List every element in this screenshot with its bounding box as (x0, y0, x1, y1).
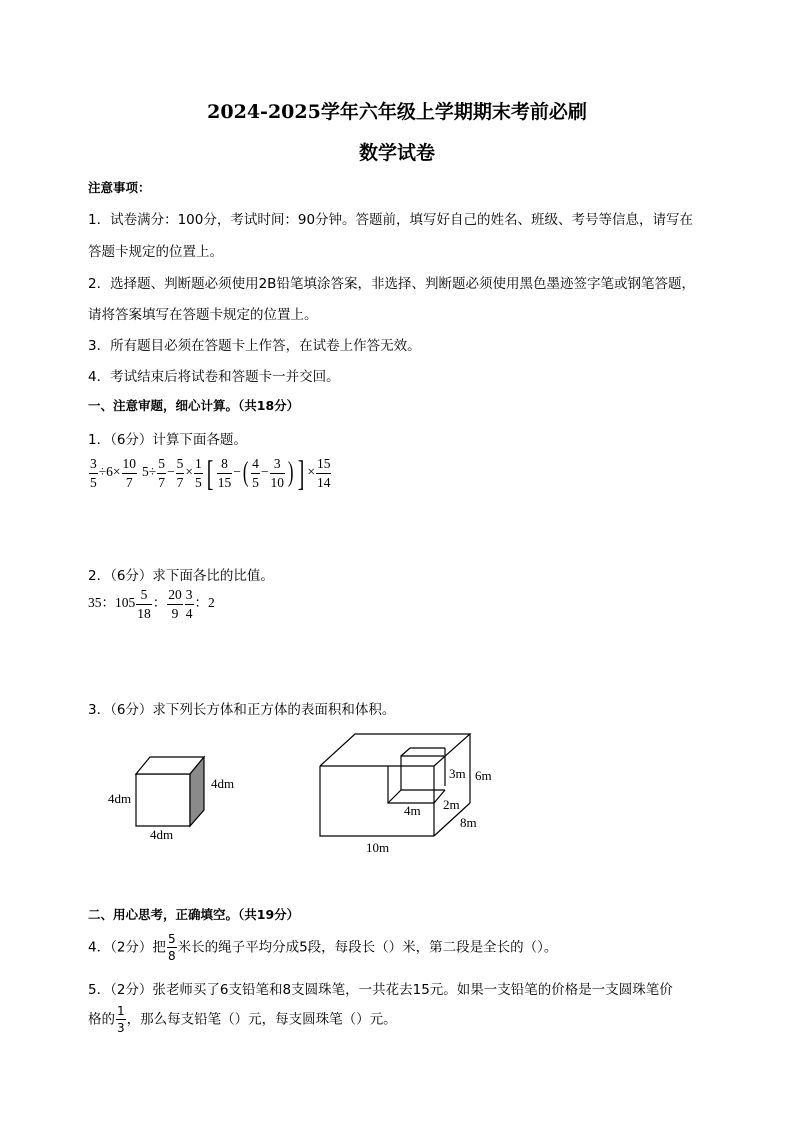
cube-edge-label-height: 4dm (108, 791, 132, 806)
fraction: $\frac{3}{4}$ (185, 587, 193, 621)
fraction: $\frac{8}{15}$ (217, 456, 232, 490)
question-1-expressions: $\frac{3}{5}$ ÷6× $\frac{10}{7}$ 5÷ $\frac{5}{7}$ − $\frac{5}{7}$ × $\frac{1}{5}$ [ $\frac{8}{15}$ −( $\frac{4}{5}$ − $\frac{3}{10}$ ) ] × $\frac{15}{14}$ (90, 453, 331, 493)
fraction: $\frac{20}{9}$ (168, 587, 182, 621)
cube-edge-label-depth: 4dm (211, 776, 235, 791)
box-label-notch-depth: 2m (443, 797, 460, 812)
fraction: $\frac{5}{18}$ (137, 587, 151, 621)
box-label-notch-height: 3m (449, 766, 466, 781)
fraction: $\frac{5}{8}$ (167, 932, 176, 963)
box-label-height: 6m (475, 768, 492, 783)
fraction: $\frac{15}{14}$ (316, 456, 331, 490)
note-item-2-line-1: 2．选择题、判断题必须使用2B铅笔填涂答案，非选择、判断题必须使用黑色墨迹签字笔或钢笔答题， (88, 276, 695, 292)
question-2-label: 2．（6分）求下面各比的比值。 (88, 568, 274, 584)
box-label-depth: 8m (460, 815, 477, 830)
notched-box-figure (320, 734, 470, 836)
question-4: 4．（2分）把 $\frac{5}{8}$ 米长的绳子平均分成5段，每段长（）米，第二段是全长的（）。 (88, 932, 558, 963)
box-label-notch-width: 4m (404, 803, 421, 818)
fraction: $\frac{5}{7}$ (176, 456, 184, 490)
fraction: $\frac{5}{7}$ (158, 456, 165, 490)
notes-heading: 注意事项： (88, 180, 151, 195)
question-5-line-2: 格的 $\frac{1}{3}$ ，那么每支铅笔（）元，每支圆珠笔（）元。 (88, 1004, 397, 1035)
fraction: $\frac{4}{5}$ (252, 456, 259, 490)
note-item-3: 3．所有题目必须在答题卡上作答，在试卷上作答无效。 (88, 338, 421, 354)
note-item-2-line-2: 请将答案填写在答题卡规定的位置上。 (88, 307, 318, 323)
note-item-1-line-2: 答题卡规定的位置上。 (88, 244, 223, 260)
fraction: $\frac{10}{7}$ (122, 456, 137, 490)
question-1-label: 1．（6分）计算下面各题。 (88, 432, 247, 448)
box-label-length: 10m (366, 840, 390, 855)
fraction: $\frac{1}{3}$ (117, 1004, 125, 1035)
question-3-figures (100, 728, 500, 858)
cube-figure (136, 757, 204, 826)
note-item-4: 4．考试结束后将试卷和答题卡一并交回。 (88, 369, 340, 385)
question-3-label: 3．（6分）求下列长方体和正方体的表面积和体积。 (88, 702, 396, 718)
fraction: $\frac{1}{5}$ (194, 456, 202, 490)
page-title: 2024-2025学年六年级上学期期末考前必刷 (207, 101, 587, 123)
question-2-expressions: 35：105 $\frac{5}{18}$ ： $\frac{20}{9}$ $\frac{3}{4}$ ：2 (88, 587, 215, 621)
question-5-line-1: 5．（2分）张老师买了6支铅笔和8支圆珠笔，一共花去15元。如果一支铅笔的价格是一支圆珠笔价 (88, 982, 673, 998)
section-1-heading: 一、注意审题，细心计算。（共18分） (88, 398, 300, 413)
fraction: $\frac{3}{10}$ (270, 456, 285, 490)
fraction: $\frac{3}{5}$ (90, 456, 97, 490)
note-item-1-line-1: 1．试卷满分：100分，考试时间：90分钟。答题前，填写好自己的姓名、班级、考号等信息，请写在 (88, 212, 694, 228)
page-subtitle: 数学试卷 (358, 142, 435, 164)
section-2-heading: 二、用心思考，正确填空。（共19分） (88, 907, 300, 922)
cube-edge-label-width: 4dm (150, 827, 174, 842)
